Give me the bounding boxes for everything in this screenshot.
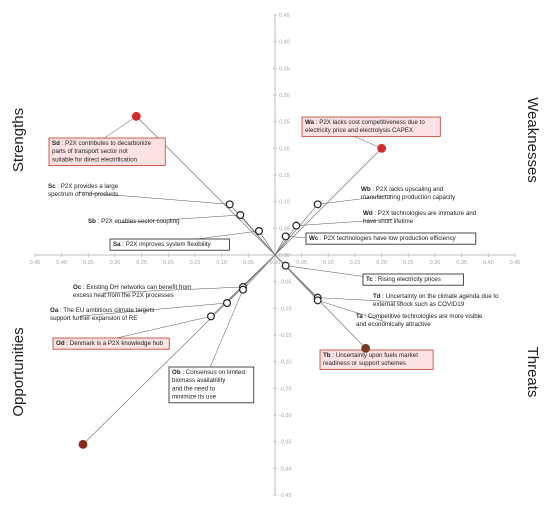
x-tick-label: 0.20 (376, 260, 388, 266)
y-tick-label: -0.35 (279, 439, 292, 446)
x-tick-label: 0.10 (216, 260, 228, 266)
leader-line (240, 215, 275, 255)
point-label: excess heat from the P2X processes (73, 292, 174, 300)
point-wc (282, 233, 289, 240)
point-label: parts of transport sector not (52, 148, 128, 156)
point-description: : P2X lacks cost competitiveness due to (314, 119, 425, 126)
point-sc (226, 201, 233, 208)
point-label (52, 140, 152, 147)
y-tick-label: 0.40 (279, 39, 290, 46)
y-tick-label: -0.30 (279, 413, 292, 419)
point-label (50, 307, 154, 314)
point-description: : P2X contributes to decarbonize (59, 140, 152, 147)
point-description: : P2X provides a large (55, 183, 119, 190)
y-tick-label: 0.30 (279, 93, 290, 99)
point-label (363, 210, 477, 217)
point-label (356, 313, 483, 320)
point-sd (132, 112, 140, 120)
x-tick-label: 0.45 (29, 260, 41, 266)
y-tick-label: 0.00 (279, 253, 290, 259)
x-tick-label: 0.45 (509, 260, 521, 266)
quadrant-title-weaknesses: Weaknesses (524, 97, 541, 183)
point-ob (240, 286, 247, 293)
x-tick-label: 0.40 (56, 260, 68, 266)
point-code: Tc (366, 276, 373, 283)
point-label (73, 284, 191, 291)
point-description: : Competitive technologies are more visible (362, 313, 483, 320)
point-label: electricity price and electrolysis CAPEX (305, 127, 413, 135)
point-sa (256, 228, 263, 235)
y-tick-label: -0.15 (279, 333, 292, 339)
point-wb (314, 201, 321, 208)
x-tick-label: 0.35 (456, 260, 468, 266)
point-description: : P2X technologies have low production efficiency (318, 235, 456, 242)
point-od (208, 313, 215, 320)
point-tc (282, 262, 289, 269)
point-description: : Existing DH networks can benefit from (81, 284, 192, 291)
x-tick-label: 0.05 (296, 260, 308, 266)
point-label (323, 352, 418, 359)
point-label: have short lifetime (363, 218, 414, 226)
quadrant-title-opportunities: Opportunities (10, 327, 27, 417)
point-description: : The EU ambitious climate targets (58, 307, 155, 314)
y-tick-label: 0.05 (279, 226, 290, 233)
y-tick-label: -0.05 (279, 279, 292, 286)
point-description: : Rising electricity prices (372, 276, 441, 283)
point-wd (293, 222, 300, 229)
point-label (309, 235, 457, 242)
y-tick-label: -0.20 (279, 359, 292, 366)
x-tick-label: 0.30 (429, 260, 441, 266)
point-code: Wb (361, 186, 371, 193)
point-label (88, 218, 180, 225)
y-tick-label: 0.45 (279, 13, 290, 19)
y-tick-label: -0.10 (279, 306, 292, 313)
leader-line (259, 231, 275, 255)
point-label: readiness or support schemes (323, 360, 406, 368)
point-label (361, 186, 444, 193)
point-code: Sa (113, 241, 121, 248)
point-label: spectrum of end-products (48, 191, 119, 199)
point-label: and economically attractive (356, 321, 431, 329)
y-tick-label: 0.35 (279, 66, 290, 73)
quadrant-title-threats: Threats (524, 346, 541, 398)
point-code: Ta (356, 313, 363, 320)
point-code: Oa (50, 307, 59, 314)
point-code: Wd (363, 210, 373, 217)
point-sb (237, 212, 244, 219)
x-tick-label: 0.00 (269, 260, 281, 266)
x-tick-label: 0.15 (189, 260, 201, 266)
point-code: Tb (323, 352, 331, 359)
point-wa (378, 144, 386, 152)
point-code: Td (373, 293, 381, 300)
point-tb (362, 344, 370, 352)
point-description: : P2X enables sector coupling (95, 218, 180, 225)
point-code: Od (56, 340, 65, 347)
point-code: Sd (52, 140, 60, 147)
point-code: Wa (305, 119, 315, 126)
y-tick-label: 0.15 (279, 173, 290, 179)
x-tick-label: 0.10 (322, 260, 334, 266)
point-ta (314, 297, 321, 304)
point-label: and the need to (172, 385, 216, 393)
point-label (172, 369, 245, 376)
point-code: Wc (309, 235, 319, 242)
point-code: Oc (73, 284, 82, 291)
point-label: minimize its use (172, 393, 217, 401)
y-tick-label: 0.25 (279, 119, 290, 126)
point-oa (224, 300, 231, 307)
y-tick-label: -0.40 (279, 466, 292, 473)
point-label: biomass availability (172, 377, 226, 385)
x-tick-label: 0.25 (402, 260, 414, 266)
x-tick-label: 0.30 (109, 260, 121, 266)
point-label (56, 340, 164, 347)
leader-line (136, 116, 275, 255)
point-label (305, 119, 425, 126)
point-label: external shock such as COVID19 (373, 301, 465, 309)
x-tick-label: 0.15 (349, 260, 361, 266)
x-tick-label: 0.20 (162, 260, 174, 266)
point-description: : P2X improves system flexibility (120, 241, 211, 248)
x-tick-label: 0.35 (82, 260, 94, 266)
x-tick-label: 0.05 (242, 260, 254, 266)
point-description: : P2X lacks upscaling and (370, 186, 444, 193)
quadrant-title-strengths: Strengths (10, 107, 27, 173)
point-code: Ob (172, 369, 181, 376)
point-description: : Denmark is a P2X knowledge hub (64, 340, 163, 347)
point-label: support further expansion of RE (50, 315, 138, 323)
point-description: : Uncertainty upon fuels market (330, 352, 418, 359)
x-tick-label: 0.25 (136, 260, 148, 266)
point-label (366, 276, 441, 283)
point-description: : P2X technologies are immature and (372, 210, 477, 217)
point-label: suitable for direct electrification (52, 156, 137, 164)
point-code: Sb (88, 218, 96, 225)
y-tick-label: -0.45 (279, 493, 292, 499)
point-unlabeled (79, 440, 87, 448)
y-tick-label: 0.10 (279, 199, 290, 206)
point-code: Sc (48, 183, 56, 190)
point-label (373, 293, 499, 300)
point-label (113, 241, 212, 248)
point-description: : Consensus on limited (180, 369, 245, 376)
x-tick-label: 0.40 (482, 260, 494, 266)
point-label (48, 183, 119, 190)
y-tick-label: -0.25 (279, 386, 292, 393)
y-tick-label: 0.20 (279, 146, 290, 153)
point-label: manufacturing production capacity (361, 194, 456, 202)
point-description: : Uncertainty on the climate agenda due to (380, 293, 499, 300)
